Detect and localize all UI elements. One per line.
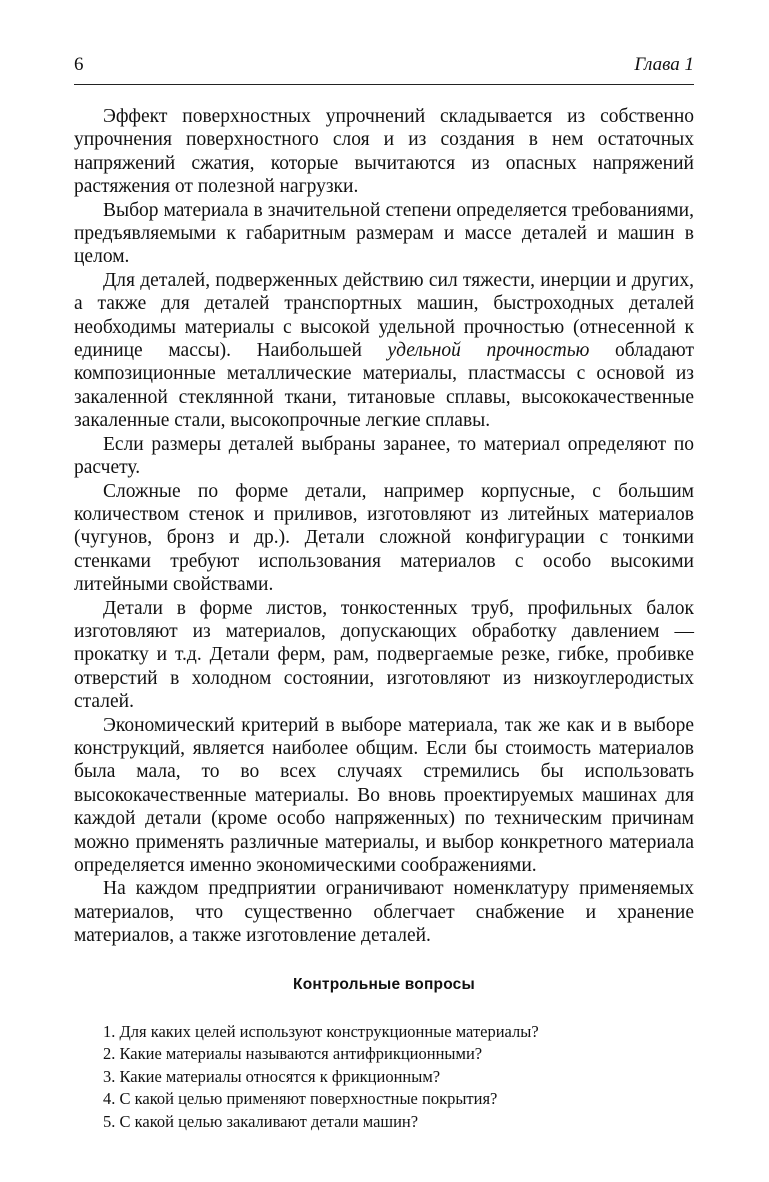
chapter-title: Глава 1 xyxy=(634,54,694,75)
paragraph: Экономический критерий в выборе материала, так же как и в выборе конструкций, является наиболее общим. Если бы стоимость материалов была мала, то во всех случаях стремились бы использовать высококачественные материалы. Во вновь проектируемых машинах для каждой детали (кроме особо напряженных) по техническим причинам можно применять различные материалы, и выбор конкретного материала определяется именно экономическими соображениями. xyxy=(74,714,694,876)
emphasis-term: удельной прочностью xyxy=(387,340,615,362)
paragraph: Эффект поверхностных упрочнений складывается из собственно упрочнения поверхностного слоя и из создания в нем остаточных напряжений сжатия, которые вычитаются из опасных напряжений растяжения от полезной нагрузки. xyxy=(74,106,694,198)
paragraph: Сложные по форме детали, например корпусные, с большим количеством стенок и приливов, изготовляют из литейных материалов (чугунов, бронз и др.). Детали сложной конфигурации с тонкими стенками требуют использования материалов с особо высокими литейными свойствами. xyxy=(74,480,694,596)
section-title: Контрольные вопросы xyxy=(293,975,475,993)
running-header xyxy=(74,54,694,85)
question-item: 2. Какие материалы называются антифрикционными? xyxy=(103,1044,483,1064)
paragraph: На каждом предприятии ограничивают номенклатуру применяемых материалов, что существенно облегчает снабжение и хранение материалов, а также изготовление деталей. xyxy=(74,878,694,947)
question-item: 4. С какой целью применяют поверхностные покрытия? xyxy=(103,1089,498,1109)
paragraph: Если размеры деталей выбраны заранее, то материал определяют по расчету. xyxy=(74,433,694,479)
page-number: 6 xyxy=(74,54,84,75)
book-page xyxy=(74,54,694,1134)
question-item: 5. С какой целью закаливают детали машин? xyxy=(103,1112,419,1131)
paragraph: Выбор материала в значительной степени определяется требованиями, предъявляемыми к габаритным размерам и массе деталей и машин в целом. xyxy=(74,199,694,268)
question-item: 1. Для каких целей используют конструкционные материалы? xyxy=(103,1021,539,1041)
body-text xyxy=(74,105,694,948)
question-item: 3. Какие материалы относятся к фрикционным? xyxy=(103,1066,441,1086)
paragraph: Для деталей, подверженных действию сил тяжести, инерции и других, а также для деталей транспортных машин, быстроходных деталей необходимы материалы с высокой удельной прочностью (отнесенной к единице массы). Наибольшей удельной прочностью обладают композиционные металлические материалы, пластмассы с основой из закаленной стеклянной ткани, титановые сплавы, высококачественные закаленные стали, высокопрочные легкие сплавы. xyxy=(74,269,695,432)
paragraph: Детали в форме листов, тонкостенных труб, профильных балок изготовляют из материалов, допускающих обработку давлением — прокатку и т.д. Детали ферм, рам, подвергаемые резке, гибке, пробивке отверстий в холодном состоянии, изготовляют из низкоуглеродистых сталей. xyxy=(74,597,694,713)
questions-list xyxy=(74,1021,694,1134)
